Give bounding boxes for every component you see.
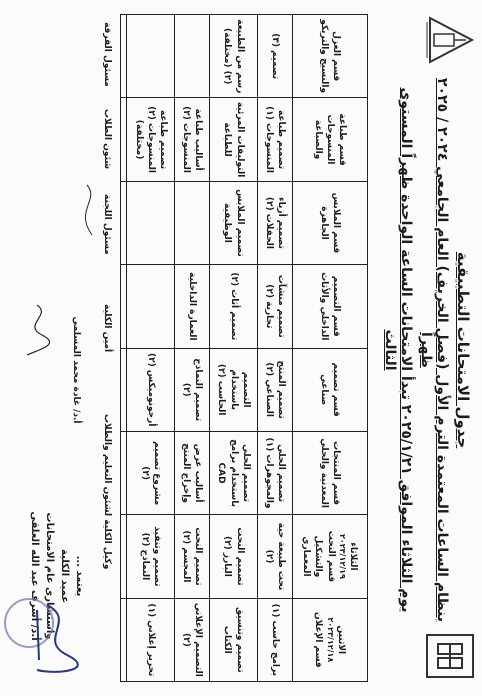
table-cell: تصميم الملابس الوظيفية (209, 181, 258, 264)
table-cell: تصميم أزياء الحفلات (٢) (258, 181, 292, 264)
table-cell: نحت طبيعة حية (٢) (258, 515, 292, 598)
table-cell (121, 515, 127, 598)
dean-name: أ.د/ أشرف عبد الله العلقى (29, 511, 40, 641)
table-cell: تصميم النماذج (٢) (175, 348, 209, 431)
table-cell: تصميم الحلي باستخدام برامج CAD (209, 431, 258, 514)
table-cell: تصميم النحت المجسم (٢) (175, 515, 209, 598)
dean-subtitle: واستشارى عام الامتحانات (44, 512, 55, 640)
column-header: قسم المنتجات المعدنية والحلي (292, 431, 367, 514)
table-cell: التوليفات المرئية للطباعة (209, 98, 258, 181)
committee-signature-scribble (72, 180, 102, 240)
table-row (175, 15, 209, 682)
header-row (292, 15, 367, 682)
table-cell (175, 181, 209, 264)
table-row (121, 15, 127, 682)
table-row (209, 15, 258, 682)
column-header: قسم الغزل والنسيج والتريكو (292, 15, 367, 98)
table-cell: العمارة الداخلية (175, 265, 209, 348)
table-cell (126, 181, 175, 264)
table-cell: برامج حاسب (١) (258, 598, 292, 681)
column-header: قسم الملابس الجاهزة (292, 181, 367, 264)
table-cell: التصميم باستخدام الحاسب (٢) (209, 348, 258, 431)
table-cell: تصميم أثاث (٢) (209, 265, 258, 348)
table-cell: تصميم (٣) (258, 15, 292, 98)
exam-schedule-table (120, 14, 368, 682)
table-row (126, 15, 175, 682)
table-cell: تصميم منشآت تجارية (٢) (258, 265, 292, 348)
table-row (258, 15, 292, 682)
table-cell: تصميم طباعة المنسوجات (٢) (مختلفة) (126, 98, 175, 181)
table-cell: أرجونوميكس (٢) (126, 348, 175, 431)
table-cell (126, 15, 175, 98)
signature-vice-dean: وكيل الكلية لشئون التعليم والطلاب (102, 414, 112, 570)
column-header: قسم التصميم الداخلي والأثاث (292, 265, 367, 348)
table-cell (121, 181, 127, 264)
table-cell: التصميم الإعلاني (٢) (175, 598, 209, 681)
dean-signature-scribble (27, 600, 87, 680)
title-day-level: يوم الثلاثاء الموافق ٢٠٢٥/١/٢١ تبدأ الامتحانات الساعة الواحدة ظهراً المستوى الثالث (382, 87, 414, 613)
signature-class-officer: مسئول الفرقة (102, 22, 112, 87)
table-cell: تصميم المنتج الصناعي (٢) (258, 348, 292, 431)
table-cell (121, 98, 127, 181)
table-cell (126, 265, 175, 348)
column-header: قسم طباعة المنسوجات والصباغة (292, 98, 367, 181)
column-header: الاثنين ٢٠٢٣/١٢/١٨ قسم الإعلان (292, 598, 367, 681)
column-header: الثلاثاء ٢٠٢٣/١٢/١٩ قسم النحت والتشكيل المعماري (292, 515, 367, 598)
table-cell: رسم من الطبيعة (٢) (مختلفة) (209, 15, 258, 98)
faculty-logo (426, 634, 474, 678)
table-cell: تصميم وتنسيق الكتاب (209, 598, 258, 681)
title-applied-exams: جدول الامتحانات التطبيقية (454, 251, 472, 449)
table-cell (121, 431, 127, 514)
vice-dean-name: أ.د/ غادة محمد المسلمي (71, 316, 81, 424)
table-cell: مشروع تصميم (٢) (126, 431, 175, 514)
table-cell: تصميم النحت البارز (٢) (209, 515, 258, 598)
table-cell (121, 15, 127, 98)
dean-title: عميد الكلية (59, 548, 70, 604)
table-cell (121, 348, 127, 431)
table-cell (175, 15, 209, 98)
table-cell: تحرير إعلاني (١) (126, 598, 175, 681)
signature-committee-officer: مسئول اللجنة (102, 194, 112, 255)
table-cell (121, 265, 127, 348)
approval-prefix: يعتمد ... (74, 555, 85, 597)
table-cell: تصميم طباعة المنسوجات (١) (258, 98, 292, 181)
table-cell: أساليب طباعة المنسوجات (٢) (175, 98, 209, 181)
table-cell: تصميم وتنفيذ النماذج (٢) (126, 515, 175, 598)
table-cell (121, 598, 127, 681)
column-header: قسم تصميم صناعي (292, 348, 367, 431)
table-cell: تصميم الحلي والمجوهرات (١) (258, 431, 292, 514)
title-system: بنظام الساعات المعتمدة الترم الأول (فصل الخريف) العام الجامعي ٢٠٢٤ / ٢٠٢٥ ظهراً (418, 78, 450, 622)
table-cell: أساليب عرض وإخراج المنتج (175, 431, 209, 514)
signature-faculty-secretary: أمين الكلية (102, 304, 112, 353)
university-logo (424, 14, 474, 66)
vice-signature-scribble (17, 300, 57, 360)
signature-student-affairs: شئون الطلاب (102, 109, 112, 170)
